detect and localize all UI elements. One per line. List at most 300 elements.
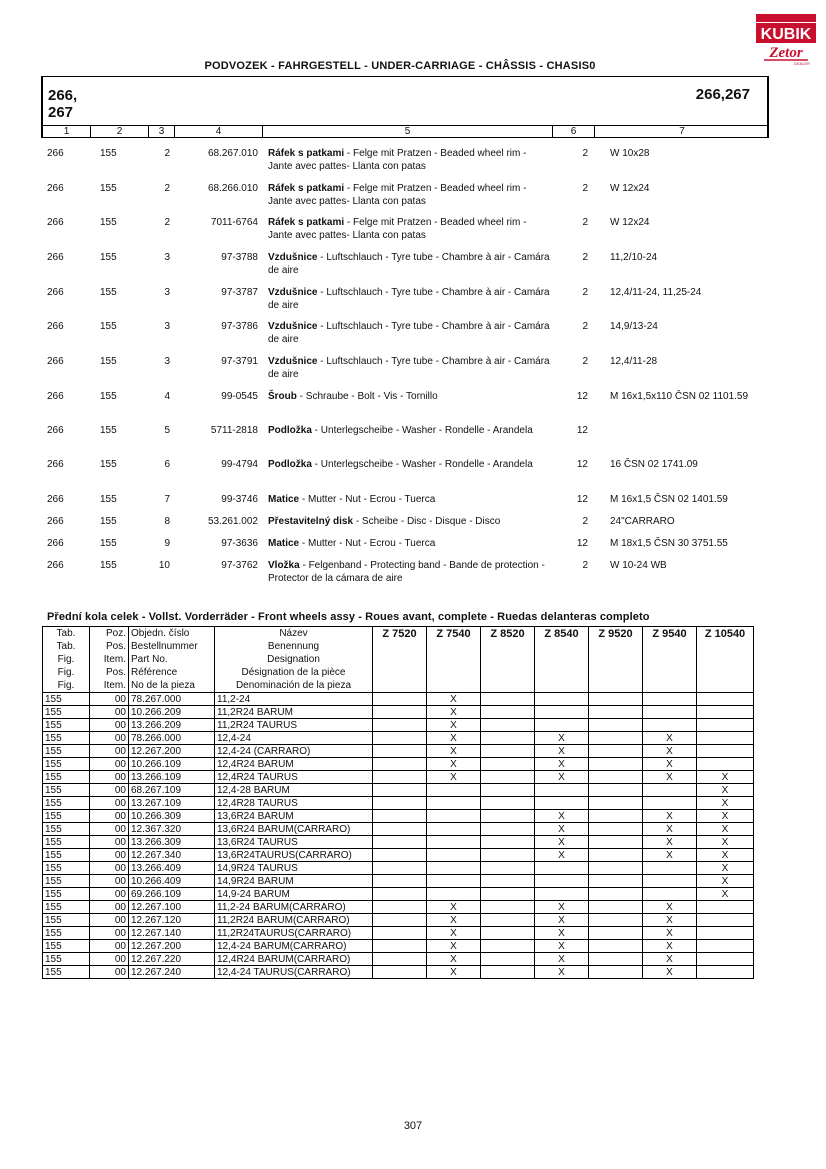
tab-cell: 266 xyxy=(47,425,64,436)
description-bold: Šroub xyxy=(268,391,297,402)
model-mark-cell xyxy=(481,927,535,940)
part-number-cell: 5711-2818 xyxy=(210,425,258,436)
designation-cell: 14,9R24 TAURUS xyxy=(215,862,373,875)
table-row xyxy=(43,693,754,706)
quantity-cell: 2 xyxy=(582,217,588,228)
model-mark-cell: X xyxy=(427,901,481,914)
poz-cell: 00 xyxy=(90,719,129,732)
note-cell: W 12x24 xyxy=(610,183,650,194)
tab-cell: 266 xyxy=(47,538,64,549)
model-mark-cell xyxy=(643,888,697,901)
model-mark-cell: X xyxy=(427,693,481,706)
model-mark-cell: X xyxy=(535,732,589,745)
tab-cell: 155 xyxy=(43,706,90,719)
model-mark-cell: X xyxy=(697,784,754,797)
header-model: Z 8520 xyxy=(481,627,535,693)
fig-cell: 155 xyxy=(100,516,117,527)
model-mark-cell xyxy=(373,927,427,940)
part-number-cell: 97-3791 xyxy=(221,356,258,367)
note-cell: M 18x1,5 ČSN 30 3751.55 xyxy=(610,538,728,549)
item-cell: 2 xyxy=(164,183,170,194)
poz-cell: 00 xyxy=(90,745,129,758)
item-cell: 2 xyxy=(164,217,170,228)
tab-number-right: 266,267 xyxy=(695,86,750,103)
part-number-cell: 97-3787 xyxy=(221,287,258,298)
model-mark-cell xyxy=(481,940,535,953)
model-mark-cell xyxy=(427,797,481,810)
header-model: Z 7520 xyxy=(373,627,427,693)
description-text: - Mutter - Nut - Ecrou - Tuerca xyxy=(299,494,436,505)
note-cell: M 16x1,5 ČSN 02 1401.59 xyxy=(610,494,728,505)
model-mark-cell xyxy=(373,810,427,823)
header-text: Poz. xyxy=(105,628,126,639)
tab-cell: 266 xyxy=(47,321,64,332)
model-mark-cell xyxy=(589,836,643,849)
designation-cell: 12,4-24 (CARRARO) xyxy=(215,745,373,758)
table-row xyxy=(43,914,754,927)
model-mark-cell xyxy=(535,797,589,810)
model-mark-cell xyxy=(589,966,643,979)
part-number-cell: 78.266.000 xyxy=(129,732,215,745)
model-mark-cell xyxy=(589,953,643,966)
description-text: - Mutter - Nut - Ecrou - Tuerca xyxy=(299,538,436,549)
svg-text:KUBIK: KUBIK xyxy=(760,26,812,43)
tab-cell: 266 xyxy=(47,459,64,470)
tab-number-left xyxy=(48,87,108,121)
description-cell xyxy=(268,147,553,173)
part-number-cell: 13.267.109 xyxy=(129,797,215,810)
model-mark-cell xyxy=(643,875,697,888)
poz-cell: 00 xyxy=(90,849,129,862)
tab-cell: 266 xyxy=(47,217,64,228)
description-cell xyxy=(268,493,553,506)
model-mark-cell xyxy=(481,823,535,836)
model-mark-cell xyxy=(589,862,643,875)
note-cell: 12,4/11-28 xyxy=(610,356,658,367)
designation-cell: 12,4-28 BARUM xyxy=(215,784,373,797)
description-cell xyxy=(268,182,553,208)
wheels-table-title: Přední kola celek - Vollst. Vorderräder - Front wheels assy - Roues avant, complete - Ruedas delanteras completo xyxy=(47,611,650,623)
tab-cell: 155 xyxy=(43,901,90,914)
quantity-cell: 12 xyxy=(576,391,588,402)
model-mark-cell xyxy=(373,849,427,862)
part-number-cell: 12.267.340 xyxy=(129,849,215,862)
section-header-box xyxy=(41,76,769,138)
quantity-cell: 2 xyxy=(582,252,588,263)
part-number-cell: 7011-6764 xyxy=(210,217,258,228)
description-text: - Scheibe - Disc - Disque - Disco xyxy=(353,516,501,527)
item-cell: 7 xyxy=(164,494,170,505)
header-part-number xyxy=(129,627,215,693)
model-mark-cell: X xyxy=(697,836,754,849)
model-mark-cell xyxy=(589,706,643,719)
model-mark-cell xyxy=(589,810,643,823)
part-number-cell: 68.266.010 xyxy=(207,183,258,194)
model-mark-cell xyxy=(589,784,643,797)
header-model: Z 8540 xyxy=(535,627,589,693)
table-row xyxy=(43,823,754,836)
part-number-cell: 13.266.209 xyxy=(129,719,215,732)
model-mark-cell xyxy=(589,849,643,862)
model-mark-cell: X xyxy=(643,745,697,758)
quantity-cell: 2 xyxy=(582,148,588,159)
description-text: - Unterlegscheibe - Washer - Rondelle - Arandela xyxy=(311,425,533,436)
model-mark-cell xyxy=(373,693,427,706)
model-mark-cell xyxy=(481,732,535,745)
model-mark-cell xyxy=(535,784,589,797)
table-row xyxy=(43,732,754,745)
description-bold: Matice xyxy=(268,538,300,549)
header-text: Pos. xyxy=(105,641,126,652)
description-text: - Luftschlauch - Tyre tube - Chambre à air - Camára de aire xyxy=(268,287,550,311)
model-mark-cell xyxy=(697,719,754,732)
description-bold: Přestavitelný disk xyxy=(268,516,354,527)
tab-cell: 155 xyxy=(43,888,90,901)
header-designation xyxy=(215,627,373,693)
description-bold: Ráfek s patkami xyxy=(268,217,345,228)
model-mark-cell: X xyxy=(427,758,481,771)
designation-cell: 13,6R24 BARUM(CARRARO) xyxy=(215,823,373,836)
model-mark-cell xyxy=(697,953,754,966)
part-number-cell: 10.266.109 xyxy=(129,758,215,771)
table-row xyxy=(43,940,754,953)
tab-cell: 155 xyxy=(43,836,90,849)
header-text: Item. xyxy=(103,654,126,665)
poz-cell: 00 xyxy=(90,914,129,927)
description-cell xyxy=(268,515,553,528)
poz-cell: 00 xyxy=(90,810,129,823)
poz-cell: 00 xyxy=(90,771,129,784)
fig-cell: 155 xyxy=(100,148,117,159)
model-mark-cell xyxy=(373,797,427,810)
column-number: 7 xyxy=(679,126,685,137)
tab-cell: 155 xyxy=(43,732,90,745)
model-mark-cell xyxy=(697,706,754,719)
model-mark-cell xyxy=(643,693,697,706)
model-mark-cell xyxy=(589,719,643,732)
item-cell: 5 xyxy=(164,425,170,436)
description-bold: Vzdušnice xyxy=(268,287,318,298)
model-mark-cell xyxy=(373,888,427,901)
header-text: Fig. xyxy=(57,680,75,691)
description-cell xyxy=(268,251,553,277)
designation-cell: 12,4-24 TAURUS(CARRARO) xyxy=(215,966,373,979)
part-number-cell: 97-3786 xyxy=(221,321,258,332)
column-number-row xyxy=(43,125,767,139)
header-poz xyxy=(90,627,129,693)
description-cell xyxy=(268,320,553,346)
model-mark-cell xyxy=(373,706,427,719)
fig-cell: 155 xyxy=(100,425,117,436)
model-mark-cell: X xyxy=(697,797,754,810)
item-cell: 3 xyxy=(164,356,170,367)
model-mark-cell: X xyxy=(535,745,589,758)
model-mark-cell xyxy=(427,849,481,862)
part-number-cell: 12.267.200 xyxy=(129,940,215,953)
quantity-cell: 2 xyxy=(582,356,588,367)
tab-cell: 155 xyxy=(43,849,90,862)
model-mark-cell xyxy=(481,758,535,771)
model-mark-cell xyxy=(535,693,589,706)
model-mark-cell xyxy=(427,784,481,797)
quantity-cell: 12 xyxy=(576,459,588,470)
tab-number-line: 266, xyxy=(48,87,78,104)
designation-cell: 11,2R24 TAURUS xyxy=(215,719,373,732)
description-text: - Luftschlauch - Tyre tube - Chambre à air - Camára de aire xyxy=(268,252,550,276)
model-mark-cell: X xyxy=(535,940,589,953)
designation-cell: 12,4R24 BARUM(CARRARO) xyxy=(215,953,373,966)
table-row xyxy=(43,953,754,966)
description-text: - Felgenband - Protecting band - Bande de protection - Protector de la cámara de aire xyxy=(268,560,545,584)
model-mark-cell xyxy=(373,953,427,966)
model-mark-cell: X xyxy=(643,810,697,823)
model-mark-cell: X xyxy=(643,953,697,966)
model-mark-cell xyxy=(535,862,589,875)
description-bold: Podložka xyxy=(268,425,312,436)
header-model: Z 7540 xyxy=(427,627,481,693)
model-mark-cell xyxy=(589,914,643,927)
item-cell: 3 xyxy=(164,321,170,332)
table-row xyxy=(43,784,754,797)
item-cell: 3 xyxy=(164,287,170,298)
designation-cell: 13,6R24 TAURUS xyxy=(215,836,373,849)
designation-cell: 13,6R24 BARUM xyxy=(215,810,373,823)
table-row xyxy=(43,810,754,823)
tab-cell: 266 xyxy=(47,148,64,159)
description-text: - Unterlegscheibe - Washer - Rondelle - Arandela xyxy=(311,459,533,470)
model-mark-cell xyxy=(373,771,427,784)
table-row xyxy=(43,836,754,849)
note-cell: W 10-24 WB xyxy=(610,560,667,571)
tab-cell: 155 xyxy=(43,875,90,888)
model-mark-cell: X xyxy=(643,823,697,836)
tab-cell: 155 xyxy=(43,745,90,758)
fig-cell: 155 xyxy=(100,287,117,298)
table-row xyxy=(43,745,754,758)
quantity-cell: 2 xyxy=(582,287,588,298)
tab-cell: 155 xyxy=(43,953,90,966)
header-text: No de la pieza xyxy=(131,680,195,691)
model-mark-cell: X xyxy=(697,771,754,784)
part-number-cell: 78.267.000 xyxy=(129,693,215,706)
note-cell: 11,2/10-24 xyxy=(610,252,658,263)
description-text: - Luftschlauch - Tyre tube - Chambre à air - Camára de aire xyxy=(268,321,550,345)
model-mark-cell xyxy=(373,745,427,758)
poz-cell: 00 xyxy=(90,836,129,849)
fig-cell: 155 xyxy=(100,538,117,549)
model-mark-cell: X xyxy=(427,771,481,784)
model-mark-cell: X xyxy=(643,914,697,927)
model-mark-cell xyxy=(481,914,535,927)
model-mark-cell xyxy=(697,927,754,940)
model-mark-cell: X xyxy=(697,849,754,862)
header-text: Denominación de la pieza xyxy=(235,680,352,691)
model-mark-cell xyxy=(589,745,643,758)
header-text: Název xyxy=(279,628,308,639)
model-mark-cell xyxy=(481,784,535,797)
description-text: - Luftschlauch - Tyre tube - Chambre à air - Camára de aire xyxy=(268,356,550,380)
part-number-cell: 68.267.109 xyxy=(129,784,215,797)
header-tab xyxy=(43,627,90,693)
tab-cell: 266 xyxy=(47,494,64,505)
designation-cell: 12,4R24 TAURUS xyxy=(215,771,373,784)
model-mark-cell xyxy=(481,810,535,823)
model-mark-cell xyxy=(697,966,754,979)
model-mark-cell xyxy=(643,862,697,875)
tab-cell: 266 xyxy=(47,560,64,571)
header-text: Désignation de la pièce xyxy=(241,667,346,678)
model-mark-cell: X xyxy=(643,758,697,771)
tab-cell: 266 xyxy=(47,356,64,367)
note-cell: 12,4/11-24, 11,25-24 xyxy=(610,287,702,298)
column-number: 4 xyxy=(175,126,263,138)
model-mark-cell: X xyxy=(697,810,754,823)
column-number: 2 xyxy=(91,126,149,138)
model-mark-cell xyxy=(373,875,427,888)
model-mark-cell xyxy=(481,719,535,732)
table-row xyxy=(43,901,754,914)
poz-cell: 00 xyxy=(90,706,129,719)
description-text: - Felge mit Pratzen - Beaded wheel rim - Jante avec pattes- Llanta con patas xyxy=(268,148,527,172)
tab-cell: 155 xyxy=(43,810,90,823)
model-mark-cell xyxy=(427,836,481,849)
part-number-cell: 10.266.209 xyxy=(129,706,215,719)
part-number-cell: 12.267.120 xyxy=(129,914,215,927)
header-model: Z 9520 xyxy=(589,627,643,693)
fig-cell: 155 xyxy=(100,391,117,402)
part-number-cell: 12.267.220 xyxy=(129,953,215,966)
item-cell: 3 xyxy=(164,252,170,263)
model-mark-cell xyxy=(373,966,427,979)
model-mark-cell: X xyxy=(427,719,481,732)
part-number-cell: 10.266.409 xyxy=(129,875,215,888)
description-cell xyxy=(268,559,553,585)
model-mark-cell xyxy=(481,966,535,979)
designation-cell: 14,9-24 BARUM xyxy=(215,888,373,901)
table-row xyxy=(43,849,754,862)
quantity-cell: 12 xyxy=(576,425,588,436)
model-mark-cell: X xyxy=(643,901,697,914)
model-mark-cell xyxy=(697,914,754,927)
tab-cell: 155 xyxy=(43,927,90,940)
description-bold: Vzdušnice xyxy=(268,356,318,367)
model-mark-cell xyxy=(589,940,643,953)
fig-cell: 155 xyxy=(100,183,117,194)
quantity-cell: 2 xyxy=(582,516,588,527)
designation-cell: 12,4-24 BARUM(CARRARO) xyxy=(215,940,373,953)
part-number-cell: 68.267.010 xyxy=(207,148,258,159)
model-mark-cell xyxy=(697,940,754,953)
item-cell: 8 xyxy=(164,516,170,527)
model-mark-cell xyxy=(589,732,643,745)
model-mark-cell xyxy=(373,732,427,745)
poz-cell: 00 xyxy=(90,797,129,810)
front-wheels-table xyxy=(42,626,754,979)
description-cell xyxy=(268,390,553,403)
column-number: 6 xyxy=(553,126,595,138)
model-mark-cell xyxy=(373,758,427,771)
model-mark-cell xyxy=(481,888,535,901)
tab-cell: 266 xyxy=(47,516,64,527)
description-bold: Ráfek s patkami xyxy=(268,148,345,159)
model-mark-cell: X xyxy=(427,940,481,953)
part-number-cell: 99-0545 xyxy=(221,391,258,402)
model-mark-cell: X xyxy=(697,823,754,836)
note-cell: 24"CARRARO xyxy=(610,516,675,527)
poz-cell: 00 xyxy=(90,875,129,888)
description-cell xyxy=(268,458,553,471)
quantity-cell: 2 xyxy=(582,560,588,571)
item-cell: 9 xyxy=(164,538,170,549)
description-cell xyxy=(268,424,553,437)
quantity-cell: 2 xyxy=(582,183,588,194)
model-mark-cell xyxy=(427,862,481,875)
model-mark-cell xyxy=(373,940,427,953)
model-mark-cell: X xyxy=(643,771,697,784)
designation-cell: 11,2-24 xyxy=(215,693,373,706)
table-row xyxy=(43,875,754,888)
poz-cell: 00 xyxy=(90,888,129,901)
table-row xyxy=(43,797,754,810)
model-mark-cell: X xyxy=(643,966,697,979)
header-text: Item. xyxy=(103,680,126,691)
part-number-cell: 12.367.320 xyxy=(129,823,215,836)
description-bold: Vzdušnice xyxy=(268,252,318,263)
tab-cell: 266 xyxy=(47,183,64,194)
model-mark-cell xyxy=(481,771,535,784)
model-mark-cell: X xyxy=(535,953,589,966)
fig-cell: 155 xyxy=(100,217,117,228)
designation-cell: 13,6R24TAURUS(CARRARO) xyxy=(215,849,373,862)
tab-cell: 155 xyxy=(43,914,90,927)
model-mark-cell xyxy=(589,797,643,810)
model-mark-cell: X xyxy=(427,706,481,719)
description-bold: Vzdušnice xyxy=(268,321,318,332)
tab-cell: 266 xyxy=(47,252,64,263)
model-mark-cell: X xyxy=(427,732,481,745)
description-bold: Podložka xyxy=(268,459,312,470)
model-mark-cell xyxy=(697,901,754,914)
tab-cell: 266 xyxy=(47,391,64,402)
quantity-cell: 12 xyxy=(576,538,588,549)
model-mark-cell xyxy=(535,706,589,719)
description-cell xyxy=(268,286,553,312)
model-mark-cell xyxy=(481,836,535,849)
description-cell xyxy=(268,537,553,550)
model-mark-cell xyxy=(535,888,589,901)
tab-cell: 155 xyxy=(43,940,90,953)
header-text: Bestellnummer xyxy=(131,641,198,652)
svg-text:DEALER: DEALER xyxy=(793,61,811,66)
wheels-table-body xyxy=(43,693,754,979)
poz-cell: 00 xyxy=(90,784,129,797)
description-bold: Ráfek s patkami xyxy=(268,183,345,194)
designation-cell: 11,2R24TAURUS(CARRARO) xyxy=(215,927,373,940)
model-mark-cell: X xyxy=(427,953,481,966)
model-mark-cell: X xyxy=(535,966,589,979)
model-mark-cell xyxy=(373,862,427,875)
part-number-cell: 13.266.309 xyxy=(129,836,215,849)
model-mark-cell: X xyxy=(697,862,754,875)
header-text: Tab. xyxy=(56,628,76,639)
model-mark-cell: X xyxy=(697,875,754,888)
model-mark-cell xyxy=(643,706,697,719)
logo-graphic xyxy=(756,14,816,66)
header-text: Pos. xyxy=(105,667,126,678)
item-cell: 2 xyxy=(164,148,170,159)
model-mark-cell: X xyxy=(643,732,697,745)
part-number-cell: 10.266.309 xyxy=(129,810,215,823)
